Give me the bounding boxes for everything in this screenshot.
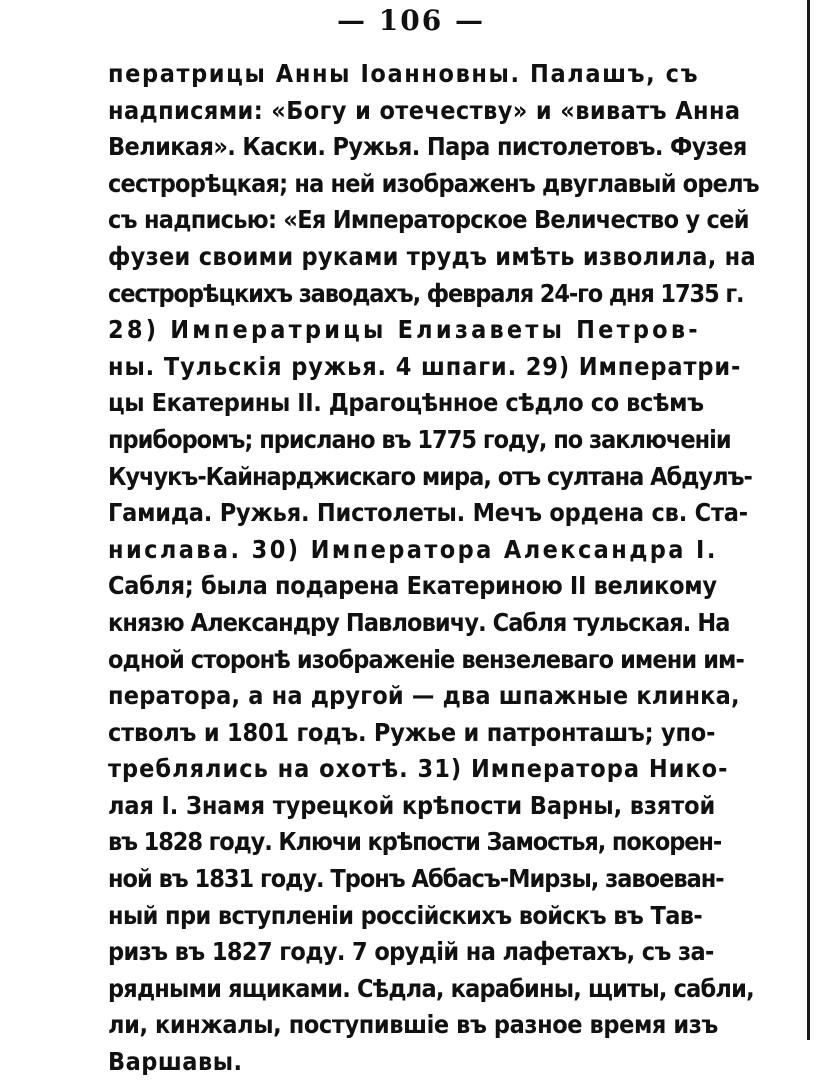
text-line: 28) Императрицы Елизаветы Петров- <box>108 315 701 345</box>
text-line: ризъ въ 1827 году. 7 орудій на лафетахъ, съ за- <box>108 937 714 967</box>
text-line: въ 1828 году. Ключи крѣпости Замостья, покорен- <box>108 827 722 857</box>
text-line: Кучукъ-Кайнарджискаго мира, отъ султана Абдулъ- <box>108 461 752 491</box>
text-line: ной въ 1831 году. Тронъ Аббасъ-Мирзы, завоеван- <box>108 864 724 894</box>
text-line: ператора, а на другой — два шпажные клинка, <box>108 681 740 711</box>
text-line: князю Александру Павловичу. Сабля тульская. На <box>108 607 730 637</box>
text-line: стволъ и 1801 годъ. Ружье и патронташъ; упо- <box>108 717 716 747</box>
text-line: ны. Тульскія ружья. 4 шпаги. 29) Императри- <box>108 351 742 381</box>
text-line: надписями: «Богу и отечеству» и «виватъ Анна <box>108 95 741 125</box>
text-line: сестрорѣцкихъ заводахъ, февраля 24-го дня 1735 г. <box>108 278 744 308</box>
text-line: Гамида. Ружья. Пистолеты. Мечъ ордена св. Ста- <box>108 498 748 528</box>
text-line: нислава. 30) Императора Александра I. <box>108 534 718 564</box>
text-line: лая I. Знамя турецкой крѣпости Варны, взятой <box>108 790 716 820</box>
text-line: ператрицы Анны Іоанновны. Палашъ, съ <box>108 59 700 88</box>
body-text <box>108 56 758 1081</box>
text-line: треблялись на охотѣ. 31) Императора Нико- <box>108 754 729 784</box>
text-line: приборомъ; прислано въ 1775 году, по заключеніи <box>108 424 731 454</box>
text-line: цы Екатерины II. Драгоцѣнное сѣдло со всѣмъ <box>108 388 704 418</box>
page-edge-rule <box>807 0 810 1040</box>
text-line: ный при вступленіи россійскихъ войскъ въ Тав- <box>108 900 703 930</box>
text-line: рядными ящиками. Сѣдла, карабины, щиты, сабли, <box>108 973 754 1003</box>
text-line: съ надписью: «Ея Императорское Величество у сей <box>108 205 749 235</box>
text-line: сестрорѣцкая; на ней изображенъ двуглавый орелъ <box>108 168 759 198</box>
text-line: фузеи своими руками трудъ имѣть изволила, на <box>108 241 756 271</box>
text-line: Великая». Каски. Ружья. Пара пистолетовъ. Фузея <box>108 132 747 162</box>
text-line: одной сторонѣ изображеніе вензелеваго имени им- <box>108 644 744 674</box>
text-line: ли, кинжалы, поступившіе въ разное время изъ <box>108 1010 718 1040</box>
page-number: — 106 — <box>337 4 485 37</box>
text-line: Сабля; была подарена Екатериною II великому <box>108 571 717 601</box>
text-line: Варшавы. <box>108 1047 243 1077</box>
